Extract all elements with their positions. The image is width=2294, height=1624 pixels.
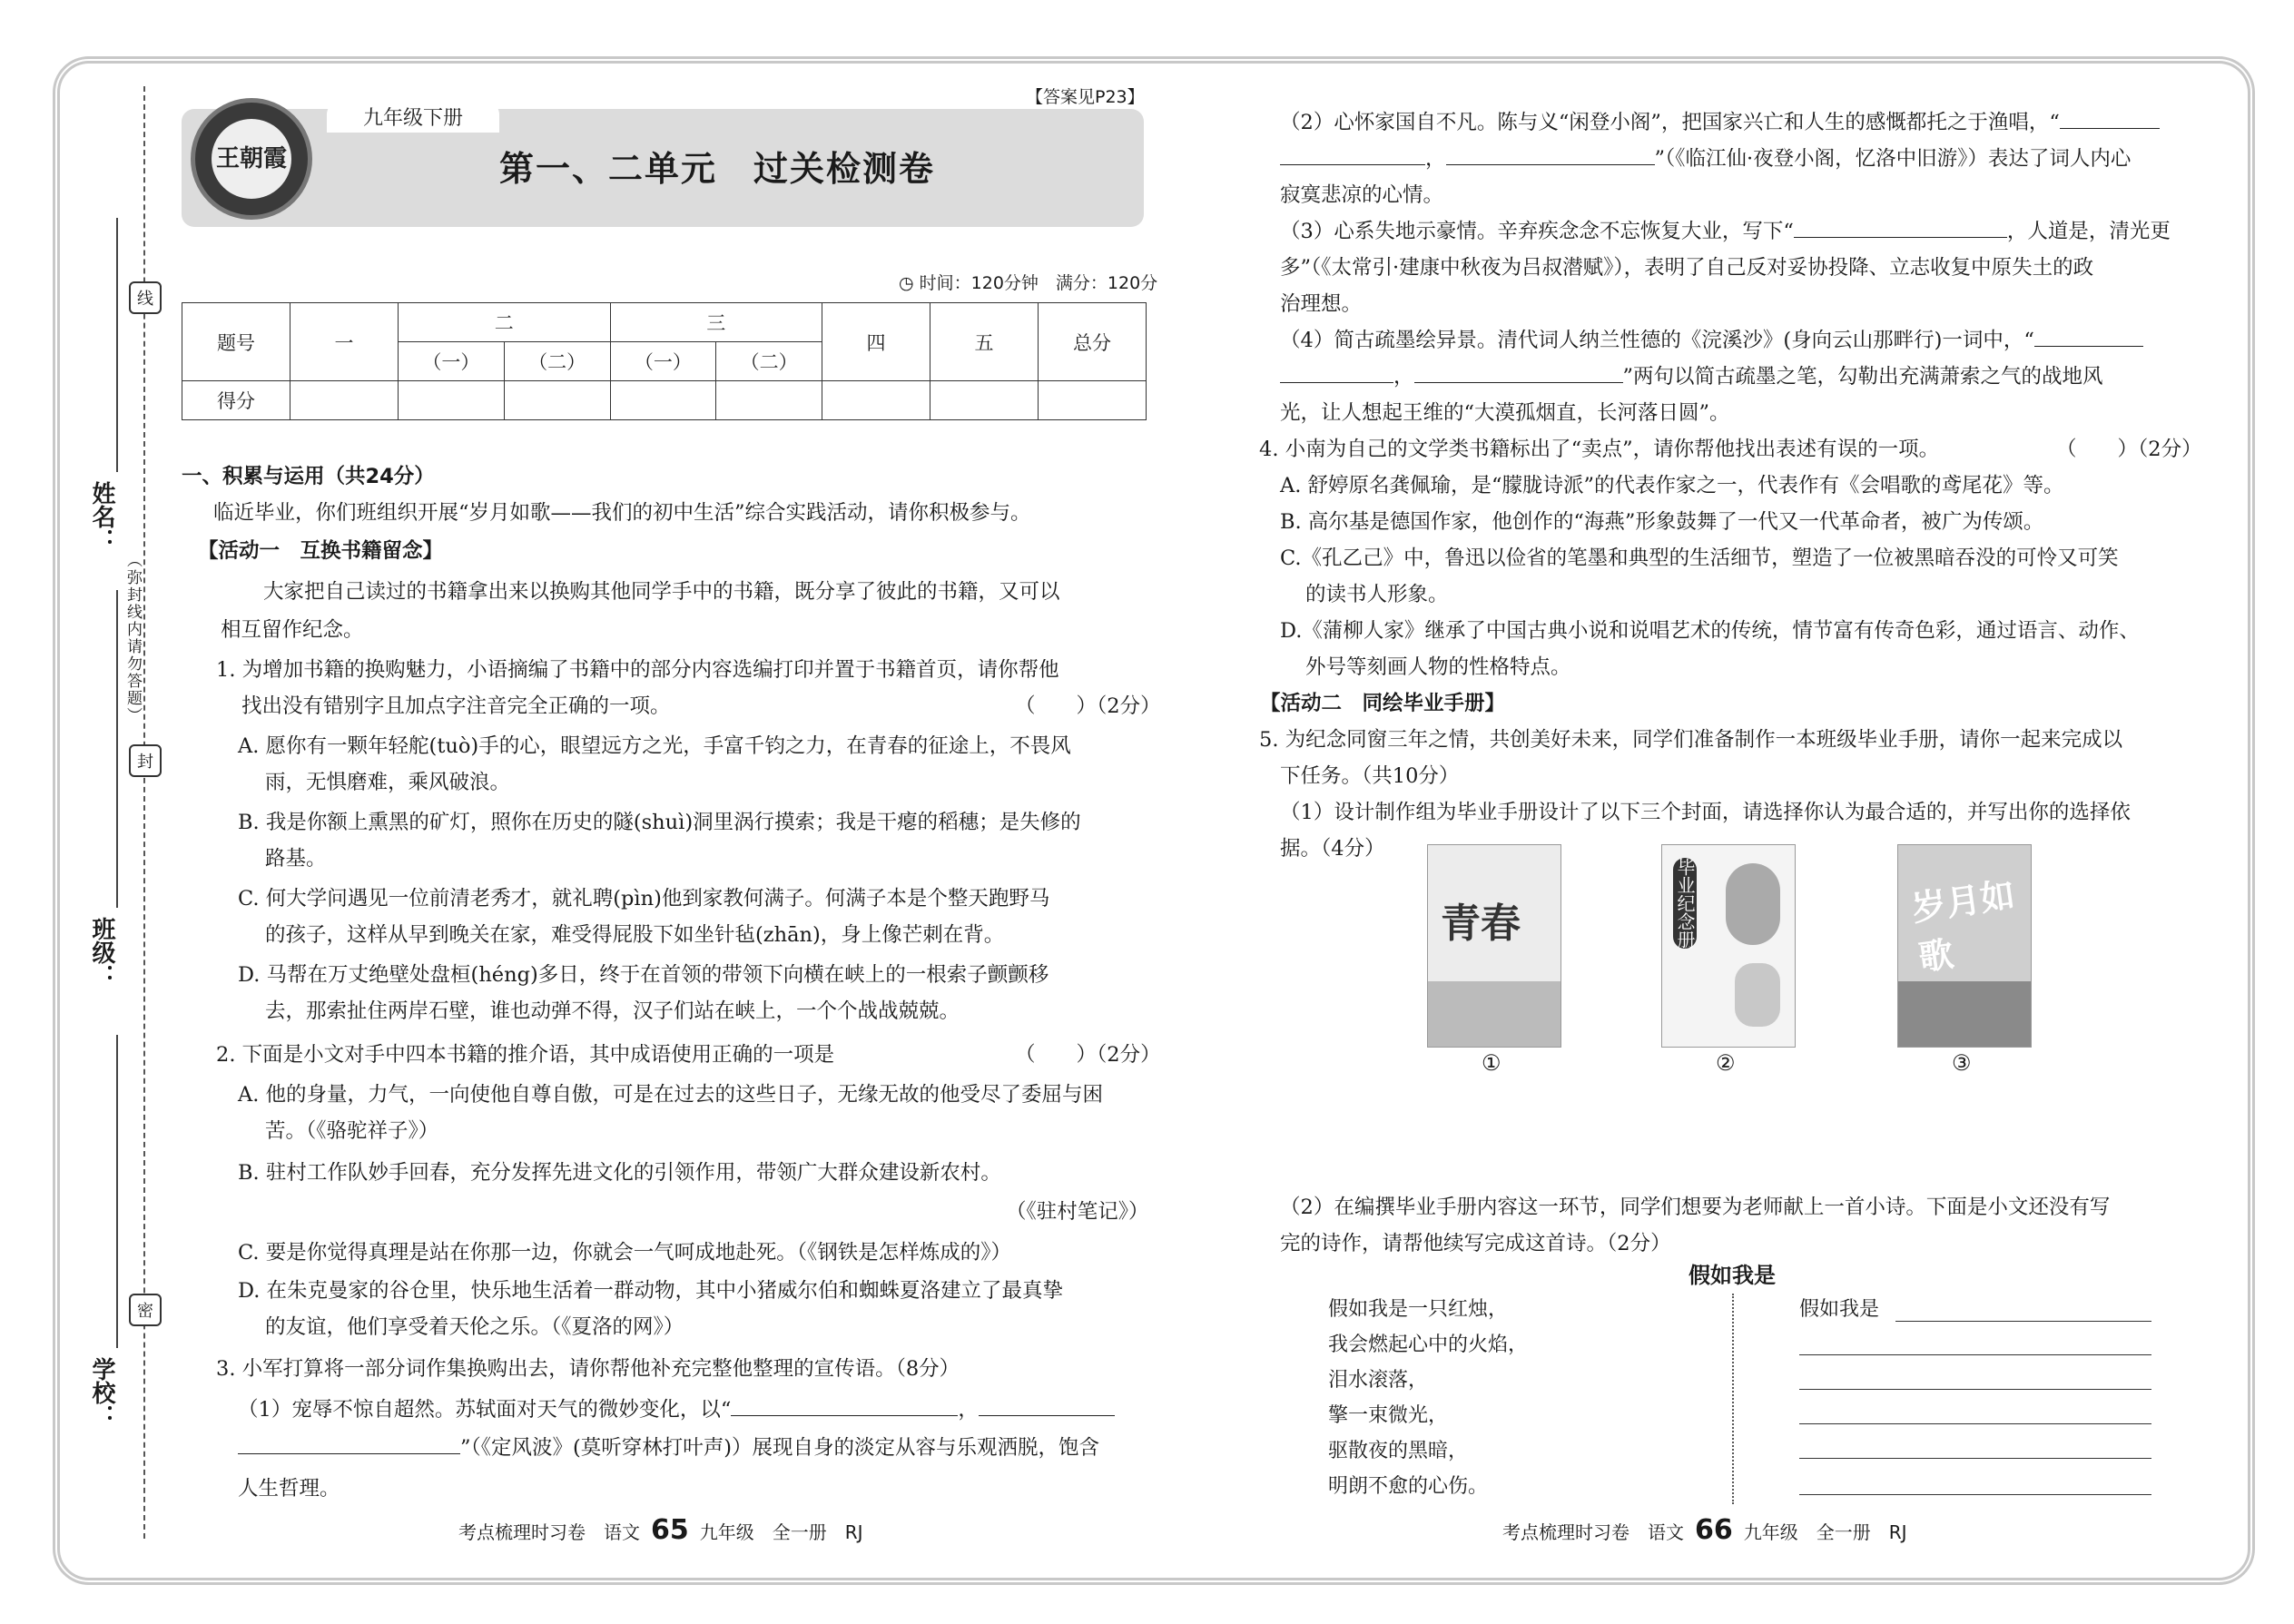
question-4: 4. 小南为自己的文学类书籍标出了“卖点”，请你帮他找出表述有误的一项。 [1259, 438, 1940, 461]
cover-1-title: 青春 [1441, 901, 1521, 947]
cover-2-ink-splash [1726, 863, 1780, 945]
option-a: A. 愿你有一颗年轻舵(tuò)手的心，眼望远方之光，手富千钧之力，在青春的征途上，不畏风 [238, 734, 1071, 758]
question-5-cont: 下任务。（共10分） [1280, 764, 1460, 788]
option-a-cont: 雨，无惧磨难，乘风破浪。 [265, 771, 511, 794]
poem-answer-line[interactable] [1799, 1423, 2151, 1424]
footer-right: 考点梳理时习卷 语文 66 九年级 全一册 RJ [1502, 1514, 1907, 1546]
score-table-header: 一 [290, 303, 399, 381]
seal-mark-xian: 线 [129, 281, 162, 314]
label-class: 班级： [88, 917, 115, 988]
seal-mark-feng: 封 [129, 744, 162, 777]
poem-title: 假如我是 [1689, 1263, 1776, 1288]
poem-line: 假如我是一只红烛， [1328, 1298, 1509, 1321]
option-c-cont: 的孩子，这样从早到晚关在家，难受得屁股下如坐针毡(zhān)，身上像芒刺在背。 [265, 923, 1005, 947]
poem-left [1328, 1292, 1528, 1504]
question-3-sub4-end: 光，让人想起王维的“大漠孤烟直，长河落日圆”。 [1280, 401, 1730, 425]
footer-left: 考点梳理时习卷 语文 65 九年级 全一册 RJ [458, 1514, 863, 1546]
question-3-sub4: （4）简古疏墨绘异景。清代词人纳兰性德的《浣溪沙》(身向云山那畔行)一词中，“ [1280, 322, 2143, 359]
fill-blank[interactable] [731, 1392, 958, 1416]
score-table-header: 五 [930, 303, 1039, 381]
cover-3-title: 岁月如歌 [1909, 873, 2018, 979]
question-5-sub2-cont: 完的诗作，请帮他续写完成这首诗。（2分） [1280, 1232, 1671, 1255]
fill-blank[interactable] [2060, 104, 2160, 129]
option-b-cont: 路基。 [265, 847, 327, 871]
question-5: 5. 为纪念同窗三年之情，共创美好未来，同学们准备制作一本班级毕业手册，请你一起来完成以 [1259, 728, 2123, 752]
question-3-sub1: （1）宠辱不惊自超然。苏轼面对天气的微妙变化，以“ ， [238, 1392, 1115, 1428]
poem-answer-line[interactable] [1799, 1389, 2151, 1390]
publisher-logo [191, 98, 312, 220]
score-table-subheader: （二） [716, 342, 822, 381]
activity-heading: 【活动二 同绘毕业手册】 [1260, 692, 1506, 715]
cover-option-2[interactable] [1661, 844, 1796, 1048]
fill-blank[interactable] [1794, 213, 2007, 238]
poem-line: 驱散夜的黑暗， [1328, 1440, 1469, 1462]
question-3-sub3-end: 治理想。 [1280, 292, 1363, 316]
score-cell[interactable] [822, 381, 930, 420]
fill-blank[interactable] [1280, 141, 1425, 165]
poem-answer-line[interactable] [1799, 1458, 2151, 1459]
poem-continue-label: 假如我是 [1799, 1298, 1880, 1321]
poem-answer-line[interactable] [1799, 1354, 2151, 1355]
question-3-sub3-cont: 多”（《太常引·建康中秋夜为吕叔潜赋》），表明了自己反对妥协投降、立志收复中原失土的政 [1280, 256, 2094, 280]
answer-slot[interactable]: （ ）（2分） [1015, 694, 1161, 718]
option-b-source: （《驻村笔记》） [1006, 1200, 1149, 1224]
question-3-sub3: （3）心系失地示豪情。辛弃疾念念不忘恢复大业，写下“ ，人道是，清光更 [1280, 213, 2171, 250]
score-cell[interactable] [399, 381, 505, 420]
option-d: D. 在朱克曼家的谷仓里，快乐地生活着一群动物，其中小猪威尔伯和蜘蛛夏洛建立了最真挚 [238, 1279, 1064, 1303]
poem-answer-line[interactable] [1799, 1494, 2151, 1495]
score-cell[interactable] [930, 381, 1039, 420]
score-table-subheader: （一） [610, 342, 716, 381]
score-table-subheader: （二） [504, 342, 610, 381]
fill-blank[interactable] [1446, 141, 1655, 165]
intro-text: 临近毕业，你们班组织开展“岁月如歌——我们的初中生活”综合实践活动，请你积极参与。 [213, 501, 1031, 525]
fill-blank[interactable] [979, 1392, 1115, 1416]
option-d-cont: 外号等刻画人物的性格特点。 [1305, 655, 1571, 679]
option-d: D. 马帮在万丈绝壁处盘桓(héng)多日，终于在首领的带领下向横在峡上的一根索子颤颤移 [238, 963, 1049, 987]
score-cell[interactable] [716, 381, 822, 420]
poem-answer-line[interactable] [1895, 1321, 2151, 1322]
score-row-label: 得分 [182, 381, 290, 420]
section-heading: 一、积累与运用（共24分） [182, 465, 435, 488]
poem-line: 擎一束微光， [1328, 1404, 1449, 1427]
score-table-header: 四 [822, 303, 930, 381]
time-info: ◷ 时间：120分钟 满分：120分 [899, 273, 1158, 293]
page-number: 66 [1695, 1514, 1733, 1546]
seal-mark-mi: 密 [129, 1294, 162, 1326]
question-1: 1. 为增加书籍的换购魅力，小语摘编了书籍中的部分内容选编打印并置于书籍首页，请你帮他 [216, 658, 1059, 682]
cover-option-3[interactable] [1897, 844, 2032, 1048]
exam-title: 第一、二单元 过关检测卷 [499, 148, 936, 189]
option-b: B. 我是你额上熏黑的矿灯，照你在历史的隧(shuì)洞里涡行摸索；我是干瘪的稻穗；是失修的 [238, 811, 1081, 834]
label-name: 姓名： [88, 481, 115, 552]
answer-reference: 【答案见P23】 [1026, 87, 1145, 107]
question-5-sub1: （1）设计制作组为毕业手册设计了以下三个封面，请选择你认为最合适的，并写出你的选择依 [1280, 801, 2131, 824]
activity-heading: 【活动一 互换书籍留念】 [198, 539, 444, 563]
question-1-line2: 找出没有错别字且加点字注音完全正确的一项。 [241, 694, 671, 718]
score-table-header: 二 [399, 303, 611, 342]
activity-text: 大家把自己读过的书籍拿出来以换购其他同学手中的书籍，既分享了彼此的书籍，又可以 [263, 580, 1060, 604]
page-number: 65 [651, 1514, 689, 1546]
cover-1-illustration [1428, 981, 1561, 1047]
option-c-cont: 的读书人形象。 [1305, 583, 1449, 606]
poem-divider [1732, 1294, 1734, 1504]
score-cell[interactable] [504, 381, 610, 420]
cover-3-illustration [1898, 981, 2031, 1047]
question-2: 2. 下面是小文对手中四本书籍的推介语，其中成语使用正确的一项是 [216, 1043, 835, 1067]
question-3-sub2-cont: ， ”（《临江仙·夜登小阁，忆洛中旧游》）表达了词人内心 [1280, 141, 2131, 177]
option-c: C. 要是你觉得真理是站在你那一边，你就会一气呵成地赴死。（《钢铁是怎样炼成的》） [238, 1241, 1011, 1265]
question-3-sub2-end: 寂寞悲凉的心情。 [1280, 183, 1444, 207]
fill-blank[interactable] [2034, 322, 2143, 347]
score-table-header: 三 [610, 303, 822, 342]
score-table-header: 总分 [1039, 303, 1147, 381]
question-3-sub1-end: 人生哲理。 [238, 1477, 340, 1501]
poem-line: 明朗不愈的心伤。 [1328, 1475, 1489, 1498]
option-b: B. 高尔基是德国作家，他创作的“海燕”形象鼓舞了一代又一代革命者，被广为传颂。 [1280, 510, 2044, 534]
score-cell[interactable] [610, 381, 716, 420]
school-field[interactable] [116, 1035, 118, 1348]
cover-2-title: 毕业纪念册 [1674, 858, 1696, 949]
fill-blank[interactable] [238, 1430, 460, 1454]
option-b: B. 驻村工作队妙手回春，充分发挥先进文化的引领作用，带领广大群众建设新农村。 [238, 1161, 1001, 1185]
option-d: D.《蒲柳人家》继承了中国古典小说和说唱艺术的传统，情节富有传奇色彩，通过语言、动作、 [1280, 619, 2140, 643]
question-3-sub4-cont: ， ”两句以简古疏墨之笔，勾勒出充满萧索之气的战地风 [1280, 359, 2103, 395]
question-3-sub2: （2）心怀家国自不凡。陈与义“闲登小阁”，把国家兴亡和人生的感慨都托之于渔唱，“ [1280, 104, 2160, 141]
option-a: A. 舒婷原名龚佩瑜，是“朦胧诗派”的代表作家之一，代表作有《会唱歌的鸢尾花》等。 [1280, 474, 2064, 497]
class-field[interactable] [116, 590, 118, 908]
cover-option-1[interactable] [1427, 844, 1561, 1048]
clock-icon: ◷ [899, 273, 914, 293]
option-c: C. 何大学问遇见一位前清老秀才，就礼聘(pìn)他到家教何满子。何满子本是个整天跑野马 [238, 887, 1050, 910]
score-table [182, 302, 1147, 420]
answer-slot[interactable]: （ ）（2分） [2056, 438, 2202, 461]
fill-blank[interactable] [1280, 359, 1393, 383]
score-cell[interactable] [1039, 381, 1147, 420]
logo-text: 王朝霞 [212, 119, 291, 199]
question-3-sub1-cont: ”（《定风波》(莫听穿林打叶声)）展现自身的淡定从容与乐观洒脱，饱含 [238, 1430, 1099, 1466]
fill-blank[interactable] [1414, 359, 1623, 383]
option-c: C.《孔乙己》中，鲁迅以俭省的笔墨和典型的生活细节，塑造了一位被黑暗吞没的可怜又可笑 [1280, 546, 2119, 570]
score-table-header: 题号 [182, 303, 290, 381]
question-5-sub1-cont: 据。（4分） [1280, 837, 1385, 861]
question-5-sub2: （2）在编撰毕业手册内容这一环节，同学们想要为老师献上一首小诗。下面是小文还没有写 [1280, 1196, 2111, 1219]
score-cell[interactable] [290, 381, 399, 420]
grade-tab: 九年级下册 [327, 102, 499, 133]
cover-1-number: ① [1482, 1050, 1501, 1076]
poem-line: 泪水滚落， [1328, 1369, 1429, 1392]
activity-text: 相互留作纪念。 [221, 618, 364, 642]
cover-2-number: ② [1716, 1050, 1736, 1076]
cover-3-number: ③ [1952, 1050, 1972, 1076]
poem-line: 我会燃起心中的火焰， [1328, 1334, 1529, 1356]
option-a: A. 他的身量，力气，一向使他自尊自傲，可是在过去的这些日子，无缘无故的他受尽了委屈与困 [238, 1083, 1104, 1107]
answer-slot[interactable]: （ ）（2分） [1015, 1043, 1161, 1067]
name-field[interactable] [116, 218, 118, 472]
option-a-cont: 苦。（《骆驼祥子》） [265, 1119, 439, 1143]
cover-2-ink-splash [1735, 963, 1780, 1027]
score-table-subheader: （一） [399, 342, 505, 381]
option-d-cont: 去，那索扯住两岸石壁，谁也动弹不得，汉子们站在峡上，一个个战战兢兢。 [265, 999, 960, 1023]
seal-note: （弥封线内请勿答题） [123, 552, 142, 724]
label-school: 学校： [88, 1357, 115, 1428]
option-d-cont: 的友谊，他们享受着天伦之乐。（《夏洛的网》） [265, 1315, 684, 1339]
question-3: 3. 小军打算将一部分词作集换购出去，请你帮他补充完整他整理的宣传语。（8分） [216, 1357, 960, 1381]
